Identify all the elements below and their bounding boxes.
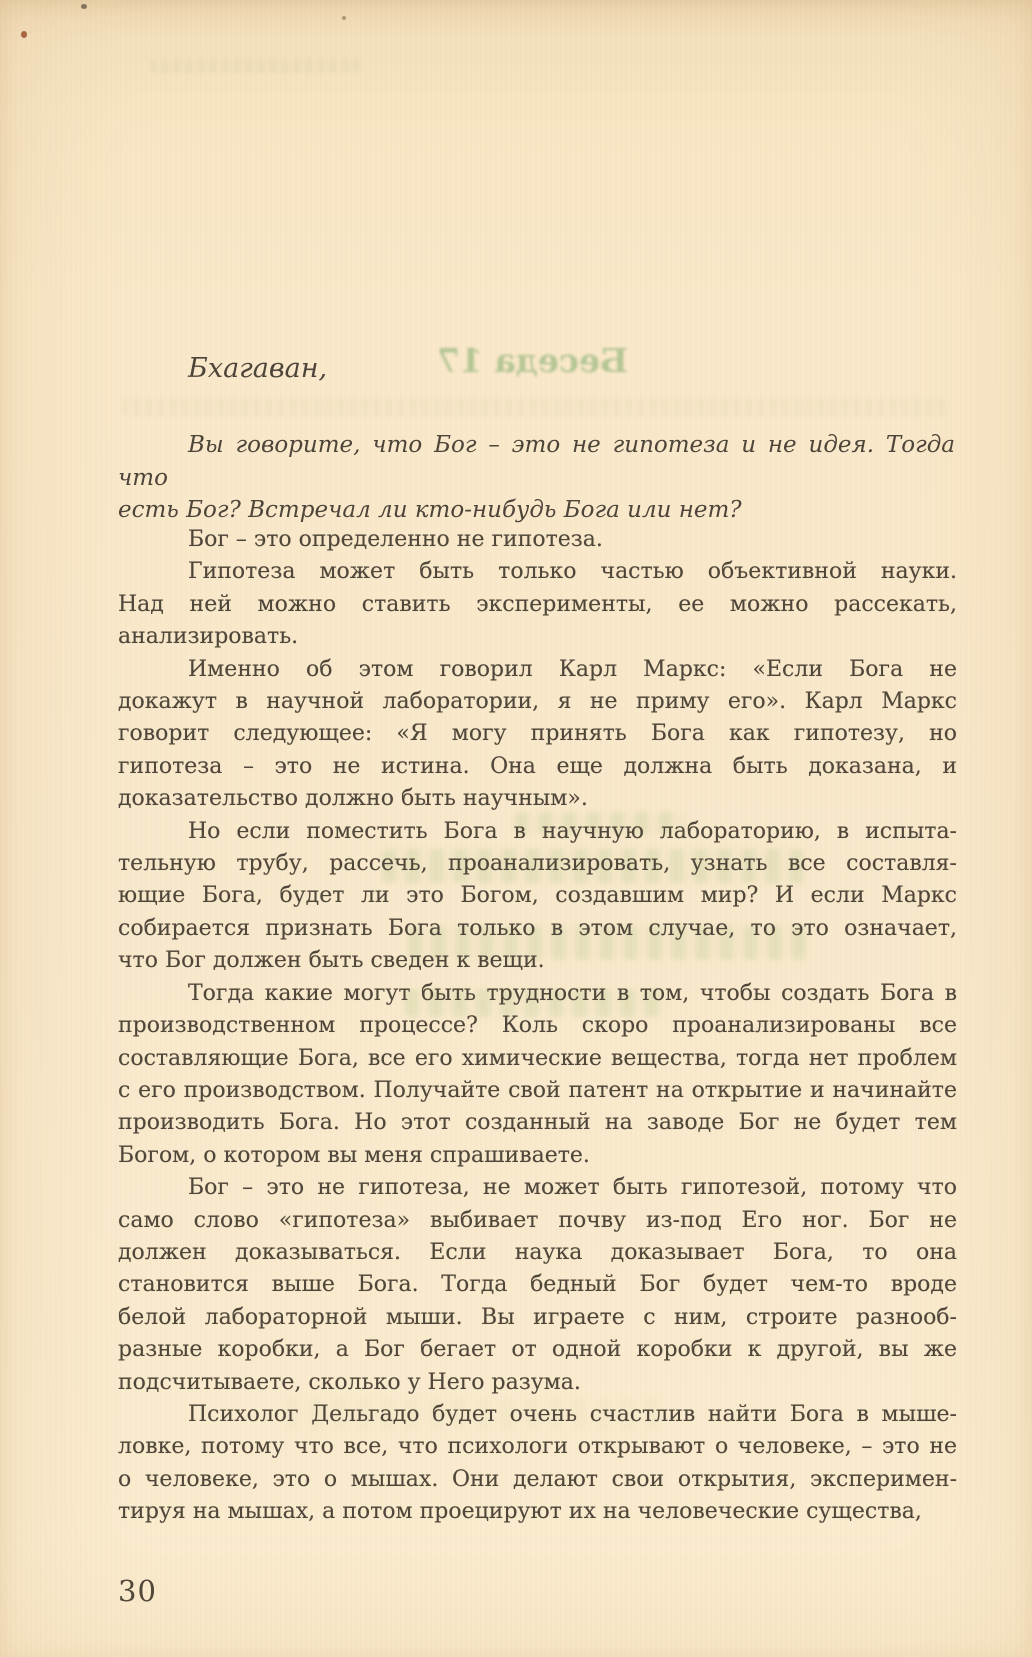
body-line: анализировать. xyxy=(118,624,299,650)
body-text xyxy=(118,524,957,1529)
bleedthrough-chapter-label: Беседа 17 xyxy=(436,341,629,380)
question-line: есть Бог? Встречал ли кто-нибудь Бога или нет? xyxy=(118,497,742,523)
body-line: ющие Бога, будет ли это Богом, создавшим мир? И если Маркс xyxy=(118,883,957,909)
body-line: ловке, потому что все, что психологи открывают о человеке, – это не xyxy=(118,1434,957,1460)
body-line: тельную трубу, рассечь, проанализировать, узнать все составля- xyxy=(118,851,957,877)
body-line: белой лабораторной мыши. Вы играете с ним, строите разнооб- xyxy=(118,1304,957,1330)
body-line: Но если поместить Бога в научную лабораторию, в испыта- xyxy=(188,818,957,844)
body-line: Над ней можно ставить эксперименты, ее можно рассекать, xyxy=(118,591,957,617)
body-line: доказательство должно быть научным». xyxy=(118,786,588,812)
body-line: Психолог Дельгадо будет очень счастлив найти Бога в мыше- xyxy=(188,1401,957,1427)
paper-speck xyxy=(342,16,346,20)
body-line: тируя на мышах, а потом проецируют их на человеческие существа, xyxy=(118,1499,922,1525)
body-line: становится выше Бога. Тогда бедный Бог будет чем-то вроде xyxy=(118,1272,957,1298)
body-line: составляющие Бога, все его химические вещества, тогда нет проблем xyxy=(118,1045,957,1071)
body-line: разные коробки, а Бог бегает от одной коробки к другой, вы же xyxy=(118,1337,957,1363)
body-line: с его производством. Получайте свой патент на открытие и начинайте xyxy=(118,1077,957,1103)
question-line: Вы говорите, что Бог – это не гипотеза и не идея. Тогда что xyxy=(118,432,955,491)
body-line: что Бог должен быть сведен к вещи. xyxy=(118,948,545,974)
question-block xyxy=(118,429,955,527)
body-line: Именно об этом говорил Карл Маркс: «Если Бога не xyxy=(188,656,957,682)
body-line: говорит следующее: «Я могу принять Бога как гипотезу, но xyxy=(118,721,957,747)
page-number: 30 xyxy=(118,1574,157,1608)
body-line: Тогда какие могут быть трудности в том, чтобы создать Бога в xyxy=(188,980,957,1006)
body-line: о человеке, это о мышах. Они делают свои открытия, эксперимен- xyxy=(118,1466,957,1492)
paper-speck xyxy=(81,4,87,9)
body-line: само слово «гипотеза» выбивает почву из-под Его ног. Бог не xyxy=(118,1207,957,1233)
bleedthrough-text-ghost xyxy=(122,398,950,416)
paper-speck xyxy=(21,31,27,38)
body-line: Гипотеза может быть только частью объективной науки. xyxy=(188,559,957,585)
body-line: гипотеза – это не истина. Она еще должна быть доказана, и xyxy=(118,753,957,779)
body-line: Бог – это не гипотеза, не может быть гипотезой, потому что xyxy=(188,1175,957,1201)
body-line: докажут в научной лаборатории, я не приму его». Карл Маркс xyxy=(118,689,957,715)
salutation: Бхагаван, xyxy=(188,353,328,384)
body-line: должен доказываться. Если наука доказывает Бога, то она xyxy=(118,1239,957,1265)
bleedthrough-smudge xyxy=(150,58,360,74)
body-line: Бог – это определенно не гипотеза. xyxy=(188,527,603,552)
body-line: производственном процессе? Коль скоро проанализированы все xyxy=(118,1013,957,1039)
body-line: подсчитываете, сколько у Него разума. xyxy=(118,1369,581,1395)
body-line: собирается признать Бога только в этом случае, то это означает, xyxy=(118,915,957,941)
body-line: производить Бога. Но этот созданный на заводе Бог не будет тем xyxy=(118,1110,957,1136)
body-line: Богом, о котором вы меня спрашиваете. xyxy=(118,1142,590,1168)
